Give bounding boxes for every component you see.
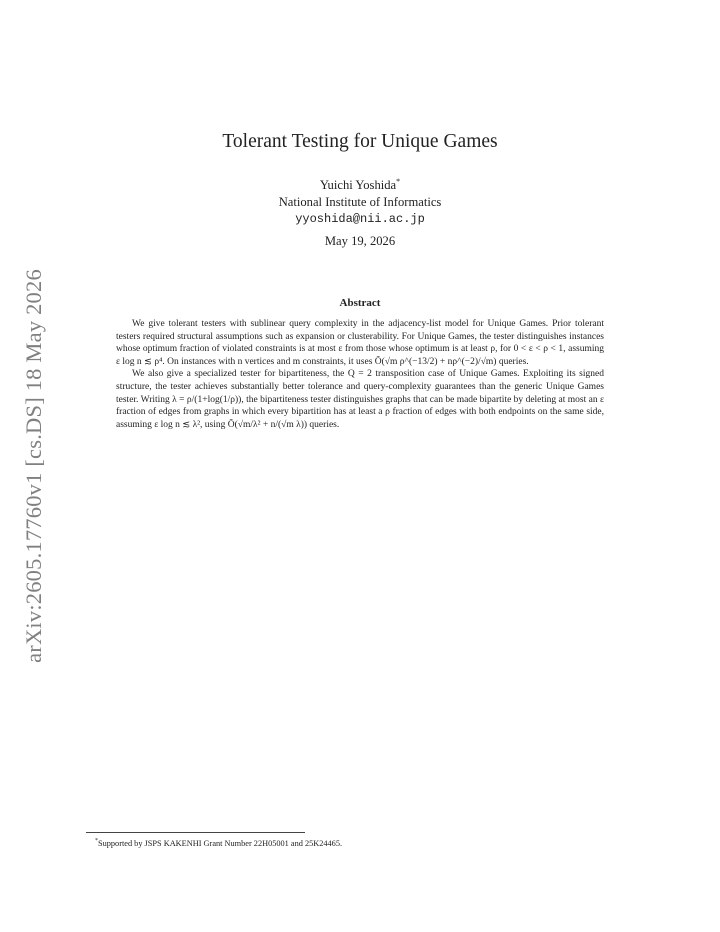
arxiv-id-text: arXiv:2605.17760v1 [cs.DS] 18 May 2026	[21, 269, 47, 663]
paper-title: Tolerant Testing for Unique Games	[222, 131, 498, 152]
author-name: Yuichi Yoshida	[319, 178, 397, 193]
footnote-text: Supported by JSPS KAKENHI Grant Number 22H05001 and 25K24465.	[98, 838, 343, 848]
footnote-rule	[86, 832, 305, 833]
arxiv-identifier-stamp	[14, 258, 54, 674]
footnote	[95, 838, 342, 848]
abstract-body	[116, 318, 604, 431]
author-footnote-mark: *	[396, 177, 401, 186]
author-block	[0, 173, 720, 228]
abstract-heading: Abstract	[339, 297, 381, 309]
paper-date: May 19, 2026	[324, 234, 396, 248]
abstract-paragraph-2: We also give a specialized tester for bipartiteness, the Q = 2 transposition case of Unique Games. Exploiting its signed structure, the tester achieves substantially better tolerance and query-complexity guarantees than the generic Unique Games tester. Writing λ = ρ/(1+log(1/ρ)), the bipartiteness tester distinguishes graphs that can be made bipartite by deleting at most an ε fraction of edges from graphs in which every bipartition has at least a ρ fraction of edges with both endpoints on the same side, assuming ε log n ≲ λ², using Õ(√m/λ² + n/(√m λ)) queries.	[116, 369, 604, 430]
author-line	[0, 173, 720, 194]
author-affiliation: National Institute of Informatics	[278, 195, 442, 210]
author-email: yyoshida@nii.ac.jp	[295, 212, 425, 227]
abstract-paragraph-1: We give tolerant testers with sublinear query complexity in the adjacency-list model for Unique Games. Prior tolerant testers required structural assumptions such as expansion or clusterability. For Unique Games, the tester distinguishes instances whose optimum fraction of violated constraints is at most ε from those whose optimum is at least ρ, for 0 < ε < ρ < 1, assuming ε log n ≲ ρ⁴. On instances with n vertices and m constraints, it uses Õ(√m ρ^(−13/2) + nρ^(−2)/√m) queries.	[116, 319, 604, 367]
footnote-mark: *	[95, 838, 98, 844]
